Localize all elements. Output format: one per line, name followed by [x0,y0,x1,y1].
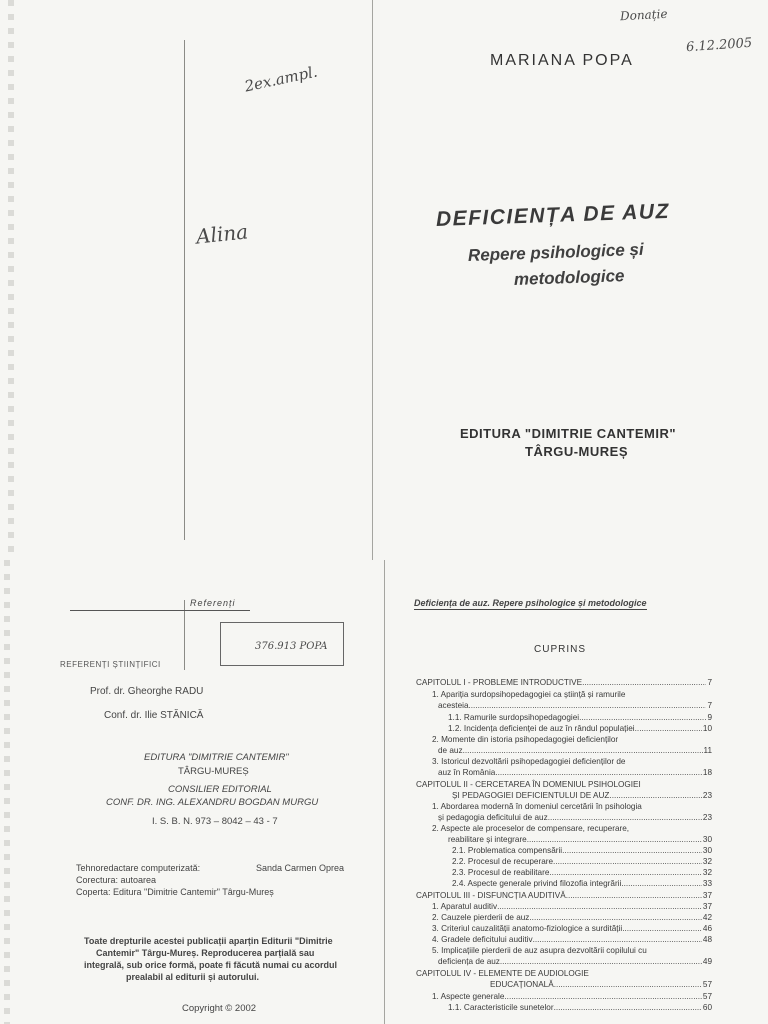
handwritten-note-donation: Donație [619,6,668,24]
toc-entry-page: 23 [702,791,712,800]
toc-leader-dots [533,935,702,944]
toc-entry [432,690,712,699]
referenti-heading: Referenți [190,598,236,608]
toc-entry-text: CAPITOLUL I - PROBLEME INTRODUCTIVE [416,678,583,687]
toc-entry-page: 37 [702,891,712,900]
toc-leader-dots [500,957,702,966]
toc-entry-text: reabilitare și integrare [448,835,527,844]
toc-entry [438,746,712,755]
toc-leader-dots [529,913,701,922]
toc-entry-text: CAPITOLUL II - CERCETAREA ÎN DOMENIUL PSIHOLOGIEI [416,780,641,789]
toc-entry-text: și pedagogia deficitului de auz [438,813,548,822]
toc-entry-page: 9 [707,713,712,722]
toc-entry-text: 2. Cauzele pierderii de auz [432,913,530,922]
toc-entry-page: 46 [702,924,712,933]
toc-leader-dots [635,724,702,733]
toc-entry-page: 57 [702,980,712,989]
toc-leader-dots [582,678,706,687]
toc-leader-dots [621,879,702,888]
toc-leader-dots [553,857,702,866]
toc-entry-page: 60 [702,1003,712,1012]
toc-entry-text: de auz [438,746,463,755]
toc-entry-page: 42 [702,913,712,922]
toc-entry-text: 1.1. Ramurile surdopsihopedagogiei [448,713,580,722]
toc-entry [432,735,712,744]
toc-entry [448,713,712,722]
toc-entry-page: 7 [707,701,712,710]
toc-entry-text: 2. Momente din istoria psihopedagogiei deficienților [432,735,619,744]
toc-entry-text: auz în România [438,768,496,777]
typesetting-label: Tehnoredactare computerizată: [76,863,201,873]
page-fold-line [184,40,185,540]
toc-leader-dots [527,835,702,844]
toc-entry [438,957,712,966]
toc-entry-text: 2.2. Procesul de recuperare [452,857,554,866]
toc-entry [452,846,712,855]
toc-entry-page: 32 [702,868,712,877]
running-header: Deficiența de auz. Repere psihologice și metodologice [414,598,647,608]
toc-entry-page: 18 [702,768,712,777]
toc-title: CUPRINS [534,644,587,655]
handwritten-date: 6.12.2005 [685,35,753,56]
rights-line-4: prealabil al editurii și autorului. [126,972,260,982]
proofreading: Corectura: autoarea [76,875,157,885]
book-title: DEFICIENȚA DE AUZ [435,199,671,231]
toc-entry-text: 2.1. Problematica compensării [452,846,563,855]
toc-entry-text: 1. Aspecte generale [432,992,505,1001]
toc-entry-text: 1.2. Incidența deficienței de auz în rândul populației [448,724,635,733]
toc-leader-dots [504,992,702,1001]
toc-entry-text: 5. Implicațiile pierderii de auz asupra dezvoltării copilului cu [432,946,647,955]
toc-leader-dots [463,746,703,755]
toc-entry [432,824,712,833]
toc-entry [416,969,712,978]
referenti-stiintifici-label: REFERENȚI ȘTIINȚIFICI [60,660,161,669]
toc-entry-text: 3. Istoricul dezvoltării psihopedagogiei deficienților de [432,757,626,766]
toc-entry-page: 30 [702,835,712,844]
publisher-name: EDITURA "DIMITRIE CANTEMIR" [460,426,677,441]
toc-entry [452,879,712,888]
toc-entry [416,891,712,900]
toc-entry-page: 10 [702,724,712,733]
toc-entry [432,757,712,766]
toc-leader-dots [562,846,702,855]
page-gutter-line [384,560,385,1024]
toc-entry-text: 2.4. Aspecte generale privind filozofia integrării [452,879,622,888]
toc-leader-dots [549,868,701,877]
toc-leader-dots [566,891,702,900]
toc-entry [416,780,712,789]
toc-entry [432,935,712,944]
copyright: Copyright © 2002 [182,1003,257,1014]
toc-leader-dots [622,924,702,933]
referee-1: Prof. dr. Gheorghe RADU [90,686,204,697]
toc-entry-text: 1. Aparatul auditiv [432,902,498,911]
toc-entry-text: 2. Aspecte ale proceselor de compensare, recuperare, [432,824,630,833]
council-title: CONSILIER EDITORIAL [168,784,272,795]
toc-entry-page: 37 [702,902,712,911]
toc-entry [452,857,712,866]
toc-entry [438,768,712,777]
toc-entry [432,946,712,955]
isbn: I. S. B. N. 973 – 8042 – 43 - 7 [152,816,278,827]
page-gutter-line [372,0,373,560]
toc-leader-dots [495,768,702,777]
author-name: MARIANA POPA [490,52,634,69]
toc-entry [448,1003,712,1012]
referenti-rule [70,610,250,611]
toc-entry [432,802,712,811]
rights-line-1: Toate drepturile acestei publicații aparțin Editurii "Dimitrie [84,936,333,946]
toc-entry-page: 33 [702,879,712,888]
toc-entry [448,835,712,844]
scan-edge-left [8,0,14,560]
toc-leader-dots [469,701,707,710]
toc-entry-text: 4. Gradele deficitului auditiv [432,935,533,944]
toc-entry-text: EDUCAȚIONALĂ [490,980,554,989]
toc-entry [452,791,712,800]
toc-entry-text: ȘI PEDAGOGIEI DEFICIENTULUI DE AUZ [452,791,610,800]
scan-edge-left [4,560,10,1024]
toc-entry [438,813,712,822]
rights-line-3: integrală, sub orice formă, poate fi făcută numai cu acordul [84,960,338,970]
referee-2: Conf. dr. Ilie STĂNICĂ [104,710,204,721]
book-subtitle-line-1: Repere psihologice și [467,239,644,265]
toc-entry-text: CAPITOLUL III - DISFUNCȚIA AUDITIVĂ [416,891,566,900]
toc-entry-page: 48 [702,935,712,944]
toc-leader-dots [609,791,701,800]
colophon-publisher-city: TÂRGU-MUREȘ [178,766,249,777]
toc-entry-page: 32 [702,857,712,866]
typesetting-name: Sanda Carmen Oprea [256,863,345,873]
toc-entry-page: 57 [702,992,712,1001]
toc-entry [438,701,712,710]
toc-entry [432,913,712,922]
toc-entry-text: CAPITOLUL IV - ELEMENTE DE AUDIOLOGIE [416,969,589,978]
toc-entry-text: 1. Abordarea modernă în domeniul cercetării în psihologia [432,802,642,811]
toc-entry-text: 2.3. Procesul de reabilitare [452,868,550,877]
toc-entry [452,868,712,877]
cover-design: Coperta: Editura "Dimitrie Cantemir" Târgu-Mureș [76,887,274,897]
toc-entry-page: 7 [707,678,712,687]
rights-line-2: Cantemir" Târgu-Mureș. Reproducerea parțială sau [96,948,315,958]
toc-entry [432,924,712,933]
colophon-publisher-name: EDITURA "DIMITRIE CANTEMIR" [144,752,289,763]
toc-entry [448,724,712,733]
toc-entry [490,980,712,989]
toc-entry [432,902,712,911]
library-stamp [220,622,344,666]
table-of-contents-page [384,560,768,1024]
toc-entry-text: 3. Criteriul cauzalității anatomo-fiziologice a surdității [432,924,623,933]
publisher-city: TÂRGU-MUREȘ [525,444,628,459]
council-member: CONF. DR. ING. ALEXANDRU BOGDAN MURGU [106,797,319,808]
handwritten-name-note: Alina [194,219,250,249]
stamp-handwritten-code: 376.913 POPA [255,641,328,652]
toc-leader-dots [497,902,702,911]
toc-leader-dots [554,980,702,989]
toc-entry-text: acesteia [438,701,469,710]
toc-leader-dots [579,713,706,722]
toc-entry [416,678,712,687]
handwritten-copies-note: 2ex.ampl. [242,62,320,96]
toc-entry-page: 11 [703,746,712,755]
toc-entry-text: 1. Apariția surdopsihopedagogiei ca știință și ramurile [432,690,626,699]
toc-leader-dots [554,1003,702,1012]
colophon-page [0,560,384,1024]
toc-entry-page: 30 [702,846,712,855]
toc-leader-dots [548,813,702,822]
toc-entry-text: deficiența de auz [438,957,500,966]
toc-entry-page: 49 [702,957,712,966]
toc-entry-page: 23 [702,813,712,822]
toc-entry-text: 1.1. Caracteristicile sunetelor [448,1003,554,1012]
book-subtitle-line-2: metodologice [513,266,625,289]
toc-entry [432,992,712,1001]
